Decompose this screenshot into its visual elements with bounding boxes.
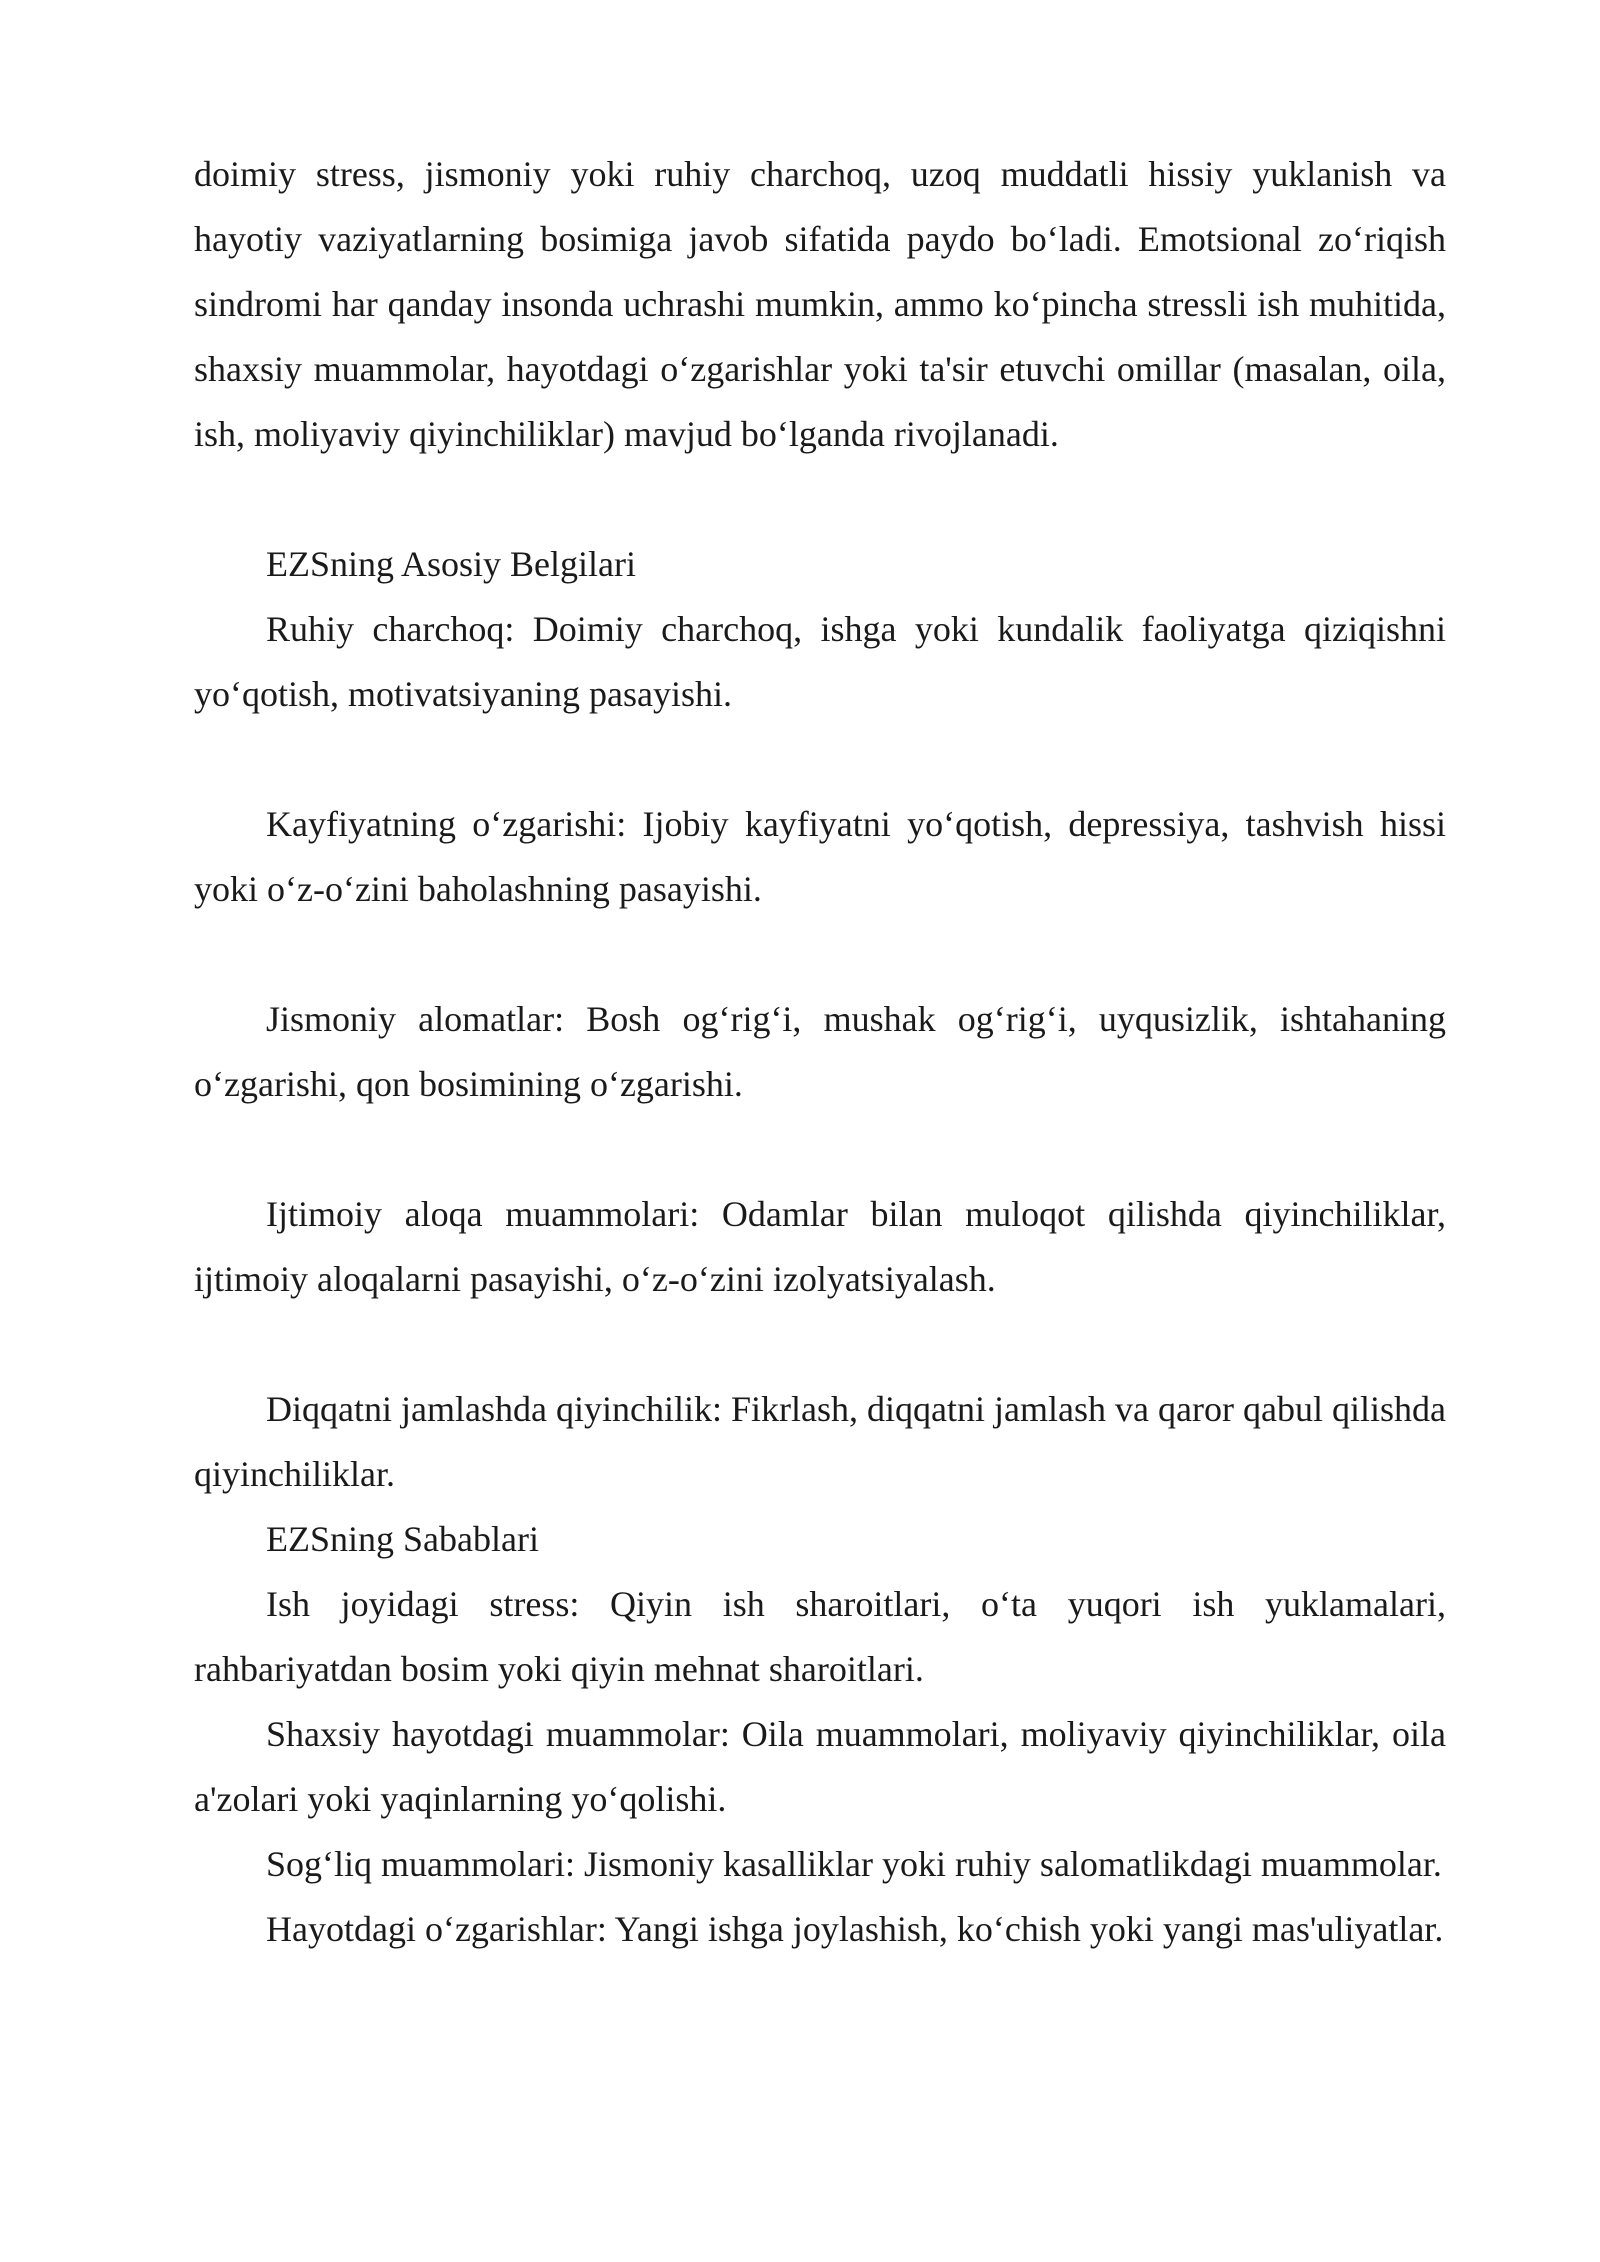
paragraph-work-stress: Ish joyidagi stress: Qiyin ish sharoitlari, o‘ta yuqori ish yuklamalari, rahbariyatdan bosim yoki qiyin mehnat sharoitlari. [194,1584,1446,1689]
paragraph-concentration: Diqqatni jamlashda qiyinchilik: Fikrlash, diqqatni jamlash va qaror qabul qilishda qiyinchiliklar. [194,1389,1446,1494]
paragraph-spacer [194,727,1446,792]
paragraph-spacer [194,467,1446,532]
paragraph-personal-life: Shaxsiy hayotdagi muammolar: Oila muammolari, moliyaviy qiyinchiliklar, oila a'zolari yoki yaqinlarning yo‘qolishi. [194,1714,1446,1819]
paragraph-social-problems: Ijtimoiy aloqa muammolari: Odamlar bilan muloqot qilishda qiyinchiliklar, ijtimoiy aloqalarni pasayishi, o‘z-o‘zini izolyatsiyalash. [194,1194,1446,1299]
document-page [194,142,1446,1962]
paragraph-physical-symptoms: Jismoniy alomatlar: Bosh og‘rig‘i, mushak og‘rig‘i, uyqusizlik, ishtahaning o‘zgarishi, qon bosimining o‘zgarishi. [194,999,1446,1104]
intro-paragraph: doimiy stress, jismoniy yoki ruhiy charchoq, uzoq muddatli hissiy yuklanish va hayotiy vaziyatlarning bosimiga javob sifatida paydo bo‘ladi. Emotsional zo‘riqish sindromi har qanday insonda uchrashi mumkin, ammo ko‘pincha stressli ish muhitida, shaxsiy muammolar, hayotdagi o‘zgarishlar yoki ta'sir etuvchi omillar (masalan, oila, ish, moliyaviy qiyinchiliklar) mavjud bo‘lganda rivojlanadi. [194,154,1446,454]
paragraph-mood-change: Kayfiyatning o‘zgarishi: Ijobiy kayfiyatni yo‘qotish, depressiya, tashvish hissi yoki o‘z-o‘zini baholashning pasayishi. [194,804,1446,909]
section-heading-signs: EZSning Asosiy Belgilari [266,544,637,584]
section-heading-causes: EZSning Sabablari [266,1519,539,1559]
paragraph-spacer [194,1117,1446,1182]
paragraph-spacer [194,1312,1446,1377]
paragraph-spacer [194,922,1446,987]
paragraph-health: Sog‘liq muammolari: Jismoniy kasalliklar yoki ruhiy salomatlikdagi muammolar. [266,1844,1442,1884]
paragraph-life-changes: Hayotdagi o‘zgarishlar: Yangi ishga joylashish, ko‘chish yoki yangi mas'uliyatlar. [266,1909,1444,1949]
paragraph-mental-fatigue: Ruhiy charchoq: Doimiy charchoq, ishga yoki kundalik faoliyatga qiziqishni yo‘qotish, motivatsiyaning pasayishi. [194,609,1446,714]
